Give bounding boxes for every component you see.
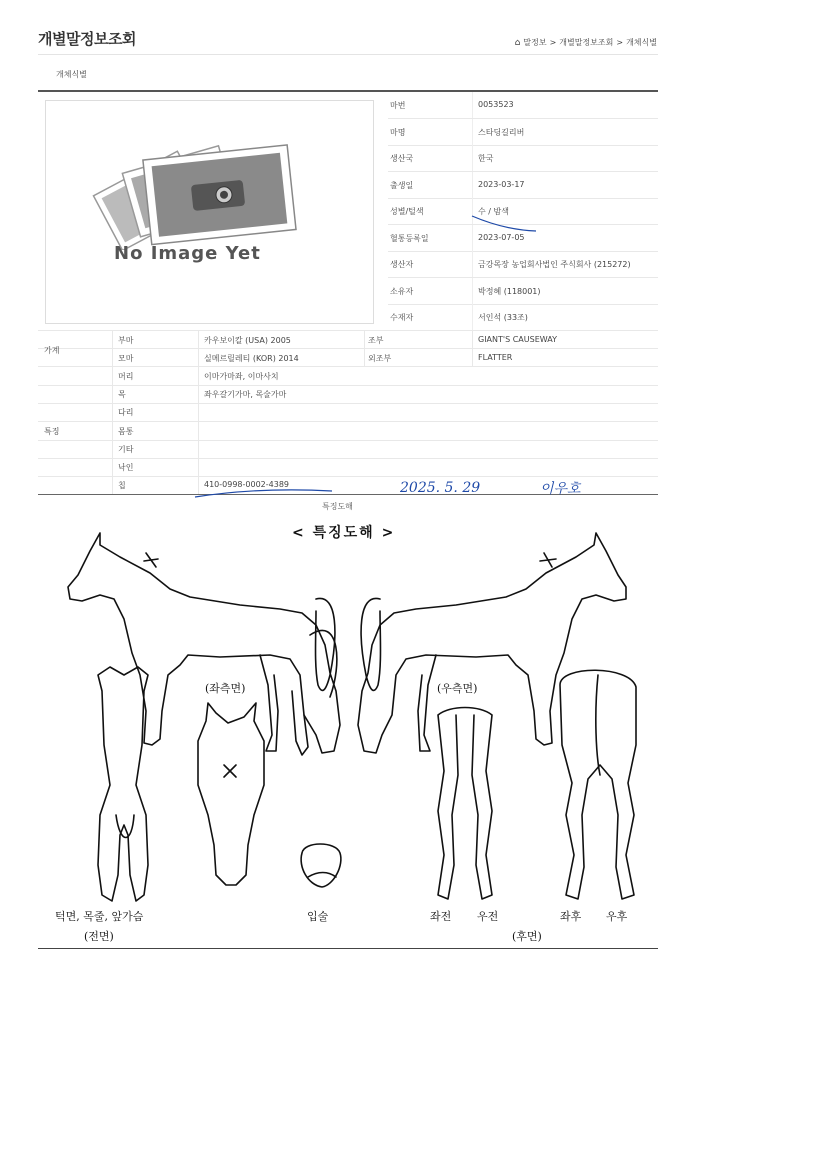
cell-divider: [472, 251, 473, 277]
chevron-right-icon: >: [616, 38, 624, 47]
grid-row-line: [38, 421, 658, 422]
marking-value: 좌우갈기가마, 목술가마: [204, 390, 287, 399]
dam-value: 실메르릴레티 (KOR) 2014: [204, 354, 299, 363]
horse-head-front: [198, 703, 264, 885]
info-label: 마번: [390, 101, 406, 110]
grid-row-line: [38, 330, 658, 331]
grandsire-label: 조부: [368, 336, 384, 345]
label-front-parts: 턱면, 목줄, 앞가슴: [55, 910, 144, 923]
marking-label: 목: [118, 390, 126, 399]
dam-label: 모마: [118, 354, 134, 363]
grid-column-line: [112, 330, 113, 494]
cell-divider: [472, 304, 473, 330]
sire-value: 카우보이칼 (USA) 2005: [204, 336, 291, 345]
info-row: [388, 278, 658, 305]
info-label: 혈통등록일: [390, 233, 429, 243]
breadcrumb: [515, 37, 657, 48]
page-title: 개별말정보조회: [38, 30, 136, 48]
marking-label: 머리: [118, 372, 134, 381]
grandsire-value: GIANT'S CAUSEWAY: [478, 335, 557, 344]
info-value: 서인석 (33조): [478, 313, 528, 322]
label-rear-view: (후면): [512, 930, 542, 943]
grid-row-line: [38, 366, 658, 367]
marking-label: 몸통: [118, 427, 134, 436]
label-front-right: 우전: [477, 910, 499, 923]
label-front-left: 좌전: [430, 910, 452, 923]
header-divider: [38, 54, 658, 55]
handwritten-underline: [470, 210, 540, 234]
label-right-side: (우측면): [437, 682, 478, 695]
grid-row-line: [38, 440, 658, 441]
cell-divider: [472, 278, 473, 304]
tab-identification[interactable]: 개체식별: [56, 70, 87, 79]
handwritten-date: 2025. 5. 29: [400, 480, 481, 496]
info-label: 소유자: [390, 286, 414, 296]
damsire-label: 외조부: [368, 354, 392, 363]
marking-label: 다리: [118, 408, 134, 417]
marking-label: 칩: [118, 481, 126, 490]
marking-label: 기타: [118, 445, 134, 454]
info-label: 수재자: [390, 313, 414, 322]
grid-row-line: [38, 385, 658, 386]
info-value: 2023-03-17: [478, 179, 525, 189]
handwritten-signature: 이우호: [540, 481, 581, 497]
info-label: 성별/털색: [390, 207, 424, 216]
document-bottom-rule: [38, 948, 658, 949]
grid-row-line: [38, 403, 658, 404]
no-image-text: No Image Yet: [114, 243, 261, 264]
grid-column-line: [472, 330, 473, 366]
info-label: 생산국: [390, 154, 414, 163]
grid-row-line: [38, 348, 658, 349]
grid-column-line: [198, 330, 199, 494]
info-value: 스타딩길리버: [478, 127, 525, 137]
label-left-side: (좌측면): [205, 682, 246, 695]
marking-label: 낙인: [118, 463, 134, 472]
cell-divider: [472, 92, 473, 118]
info-value: 금강목장 농업회사법인 주식회사 (215272): [478, 260, 631, 269]
label-front-view: (전면): [84, 930, 114, 943]
horse-markings-diagram: [40, 515, 660, 950]
info-label: 생산자: [390, 260, 414, 269]
horse-left-side: [68, 533, 340, 753]
handwritten-underline: [190, 485, 340, 501]
damsire-value: FLATTER: [478, 353, 513, 362]
info-value: 박정혜 (118001): [478, 286, 541, 296]
sire-label: 부마: [118, 336, 134, 345]
grid-row-line: [38, 476, 658, 477]
breadcrumb-current: 개체식별: [626, 38, 657, 47]
horse-rear-view: [560, 670, 636, 899]
breadcrumb-home[interactable]: 말정보: [523, 38, 547, 47]
cell-divider: [472, 119, 473, 145]
info-row: [388, 119, 658, 146]
diagram-title: < 특징도해 >: [292, 525, 396, 541]
label-rear-left: 좌후: [560, 910, 582, 923]
info-value: 한국: [478, 154, 494, 163]
diagram-caption: 특징도해: [322, 502, 353, 511]
marking-value: 410-0998-0002-4389: [204, 480, 290, 489]
horse-front-view: [98, 667, 148, 901]
horse-front-legs: [438, 708, 492, 900]
pedigree-section-label: 가계: [44, 346, 60, 355]
label-lips: 입술: [307, 910, 329, 923]
chevron-right-icon: >: [549, 38, 557, 47]
cell-divider: [472, 145, 473, 171]
info-row: [388, 92, 658, 119]
photo-placeholder-icon: [92, 140, 307, 250]
info-value: 2023-07-05: [478, 232, 525, 242]
cell-divider: [472, 172, 473, 198]
info-row: [388, 172, 658, 199]
home-icon[interactable]: ⌂: [514, 37, 521, 48]
marking-value: 이마가마좌, 이마사치: [204, 372, 279, 381]
info-label: 출생일: [390, 180, 414, 190]
info-row: [388, 145, 658, 172]
grid-column-line: [364, 330, 365, 366]
markings-section-label: 특징: [44, 427, 60, 436]
grid-row-line: [38, 458, 658, 459]
info-label: 마명: [390, 127, 406, 137]
label-rear-right: 우후: [606, 910, 628, 923]
info-row: [388, 251, 658, 278]
info-value: 0053523: [478, 100, 514, 109]
breadcrumb-level2[interactable]: 개별말정보조회: [559, 38, 614, 47]
info-row: [388, 304, 658, 331]
horse-lips: [301, 844, 341, 887]
info-value: 수 / 밤색: [478, 207, 509, 216]
